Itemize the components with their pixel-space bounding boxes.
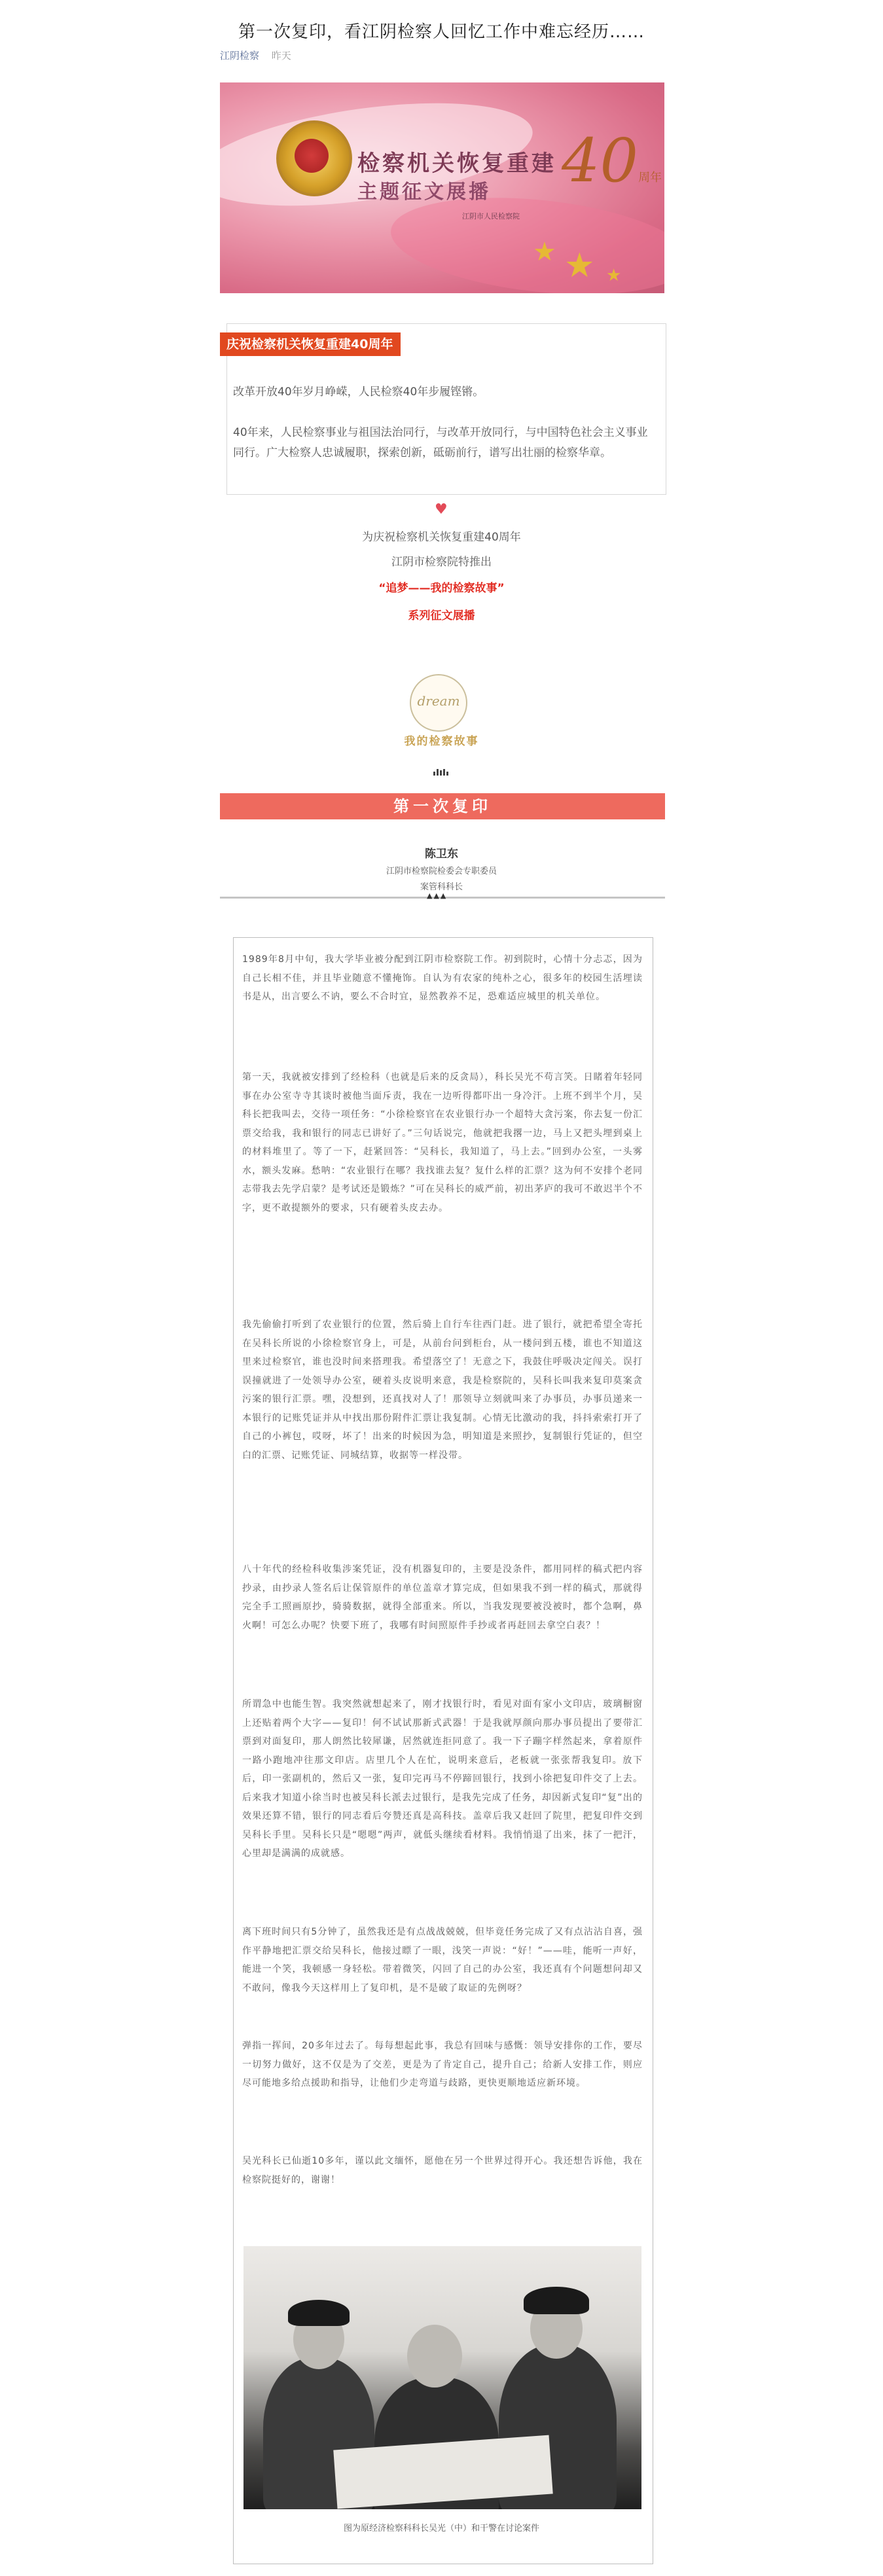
article-paragraph: 八十年代的经检科收集涉案凭证，没有机器复印的，主要是没条件，都用同样的稿式把内容抄录，由抄录人签名后让保管原件的单位盖章才算完成，但如果我不到一样的稿式，那就得完全手工照画原抄，骑骑数据，就得全部重来。所以，当我发现要被没被时，都个急啊，鼻火啊！可怎么办呢？快要下班了，我哪有时间照原件手抄或者再赶回去拿空白表？！ [242, 1564, 643, 1631]
article-paragraph: 我先偷偷打听到了农业银行的位置，然后骑上自行车往西门赶。进了银行，就把希望全寄托在吴科长所说的小徐检察官身上，可是，从前台问到柜台，从一楼问到五楼，谁也不知道这里来过检察官，谁也没时间来搭理我。希望落空了！无意之下，我鼓住呼吸决定闯关。误打误撞就进了一处领导办公室，硬着头皮说明来意，我是检察院的，吴科长叫我来复印莫案贪污案的银行汇票。嘿，没想到，还真找对人了！那领导立刻就叫来了办事员，办事员递来一本银行的记账凭证并从中找出那份附件汇票让我复制。心情无比激动的我，抖抖索索打开了自己的小裤包，哎呀，坏了！出来的时候因为急，明知道是来照抄，复制银行凭证的，但空白的汇票、记账凭证、同城结算，收据等一样没带。 [242, 1319, 643, 1461]
star-icon: ★ [533, 237, 556, 267]
star-icon: ★ [606, 266, 622, 285]
triangle-divider-icon: ▲▲▲ [427, 891, 448, 900]
heart-icon: ♥ [435, 501, 448, 518]
article-paragraph: 所谓急中也能生智。我突然就想起来了，刚才找银行时，看见对面有家小文印店，玻璃橱窗上还贴着两个大字——复印！何不试试那新式武器！于是我就厚颜向那办事员提出了要带汇票到对面复印，那人朗然比较犀谦，居然就连拒同意了。我一下子蹦字样然起来，拿着原件一路小跑地冲往那文印店。店里几个人在忙，说明来意后，老板就一张张帮我复印。放下后，印一张副机的，然后又一张，复印完再马不停蹄回银行，找到小徐把复印件交了上去。后来我才知道小徐当时也被吴科长派去过银行，是我先完成了任务，却因新式复印“复”出的效果还算不错，银行的同志看后夸赞还真是高科技。盖章后我又赶回了院里，把复印件交到吴科长手里。吴科长只是“嗯嗯”两声，就低头继续看材料。我悄悄退了出来，抹了一把汗，心里却是满满的成就感。 [242, 1699, 643, 1859]
procuratorate-emblem-icon [276, 120, 352, 196]
article-paragraph: 第一天，我就被安排到了经检科（也就是后来的反贪局），科长吴光不苟言笑。日睹着年轻同事在办公室寺寺其谈时被他当面斥责，我在一边听得都吓出一身冷汗。上班不到半个月，吴科长把我叫去，交待一项任务：“小徐检察官在农业银行办一个超特大贪污案，你去复一份汇票交给我，我和银行的同志已讲好了。”三句话说完，他就把我撂一边，马上又把头埋到桌上的材料堆里了。等了一下，赶紧回答：“吴科长，我知道了，马上去。”回到办公室，一头雾水，额头发麻。愁呐：“农业银行在哪？我找谁去复？复什么样的汇票？这为何不安排个老同志带我去先学启蒙？是考试还是锻炼？”可在吴科长的威严前，初出茅庐的我可不敢迟半个不字，更不敢提额外的要求，只有硬着头皮去办。 [242, 1072, 643, 1213]
star-icon: ★ [564, 246, 595, 285]
dream-logo-icon [410, 674, 467, 732]
article-paragraph: 1989年8月中旬，我大学毕业被分配到江阴市检察院工作。初到院时，心情十分忐忑，因为自己长相不佳，并且毕业随意不懂掩饰。自认为有农家的纯朴之心，很多年的校园生活埋读书是从，出言要么不讷，要么不合时宜，显然教养不足，恐难适应城里的机关单位。 [242, 954, 643, 1002]
hero-anniversary [562, 126, 662, 196]
hero-org: 江阴市人民检察院 [462, 212, 520, 221]
anniversary-unit: 周年 [638, 171, 662, 185]
photo-figure [288, 2300, 350, 2326]
anniversary-number: 40 [562, 126, 639, 196]
section-banner: 第一次复印 [220, 793, 665, 819]
intro-paragraph: 改革开放40年岁月峥嵘，人民检察40年步履铿锵。 [233, 385, 484, 399]
photo-figure [407, 2325, 462, 2388]
announcement-line: 江阴市检察院特推出 [391, 556, 492, 569]
photo-figure [524, 2287, 589, 2314]
hero-title-line2: 主题征文展播 [357, 181, 491, 204]
announcement-highlight: 系列征文展播 [408, 609, 475, 622]
photo-caption: 图为原经济检察科科长吴光（中）和干警在讨论案件 [343, 2524, 539, 2533]
article-title: 第一次复印，看江阴检察人回忆工作中难忘经历…… [238, 22, 645, 42]
article-paragraph: 吴光科长已仙逝10多年，谨以此文缅怀，愿他在另一个世界过得开心。我还想告诉他，我在检察院挺好的，谢谢！ [242, 2156, 643, 2185]
author-title: 江阴市检察院检委会专职委员 [386, 867, 497, 876]
author-title: 案管科科长 [420, 882, 463, 892]
intro-paragraph: 40年来，人民检察事业与祖国法治同行，与改革开放同行，与中国特色社会主义事业同行。广大检察人忠诚履职，探索创新，砥砺前行，谱写出壮丽的检察华章。 [233, 426, 648, 459]
article-meta [220, 48, 291, 62]
announcement-line: 为庆祝检察机关恢复重建40周年 [362, 531, 521, 544]
author-name: 陈卫东 [425, 848, 458, 861]
hero-banner-image [220, 82, 664, 293]
hero-title-line1: 检察机关恢复重建 [357, 151, 556, 177]
dream-logo-word: dream [417, 693, 460, 709]
intro-tag: 庆祝检察机关恢复重建40周年 [220, 332, 401, 356]
dream-logo-caption: 我的检察故事 [404, 735, 479, 748]
account-name-link[interactable]: 江阴检察 [220, 50, 260, 62]
article-paragraph: 离下班时间只有5分钟了，虽然我还是有点战战兢兢，但毕竟任务完成了又有点沾沾自喜，强作平静地把汇票交给吴科长，他接过瞟了一眼，浅笑一声说：“好！”——哇，能听一声好，能进一个笑，我顿感一身轻松。带着微笑，闪回了自己的办公室，我还真有个问题想问却又不敢问，像我今天这样用上了复印机，是不是破了取证的先例呀？ [242, 1927, 643, 1994]
historical-photo [243, 2246, 641, 2509]
decorative-bars-icon [433, 763, 450, 776]
article-paragraph: 弹指一挥间，20多年过去了。每每想起此事，我总有回味与感慨：领导安排你的工作，要尽一切努力做好，这不仅是为了交差，更是为了肯定自己，提升自己；给新人安排工作，则应尽可能地多给点援助和指导，让他们少走弯道与歧路，更快更顺地适应新环境。 [242, 2041, 643, 2088]
publish-date: 昨天 [271, 50, 291, 62]
announcement-highlight: “追梦——我的检察故事” [378, 582, 505, 595]
